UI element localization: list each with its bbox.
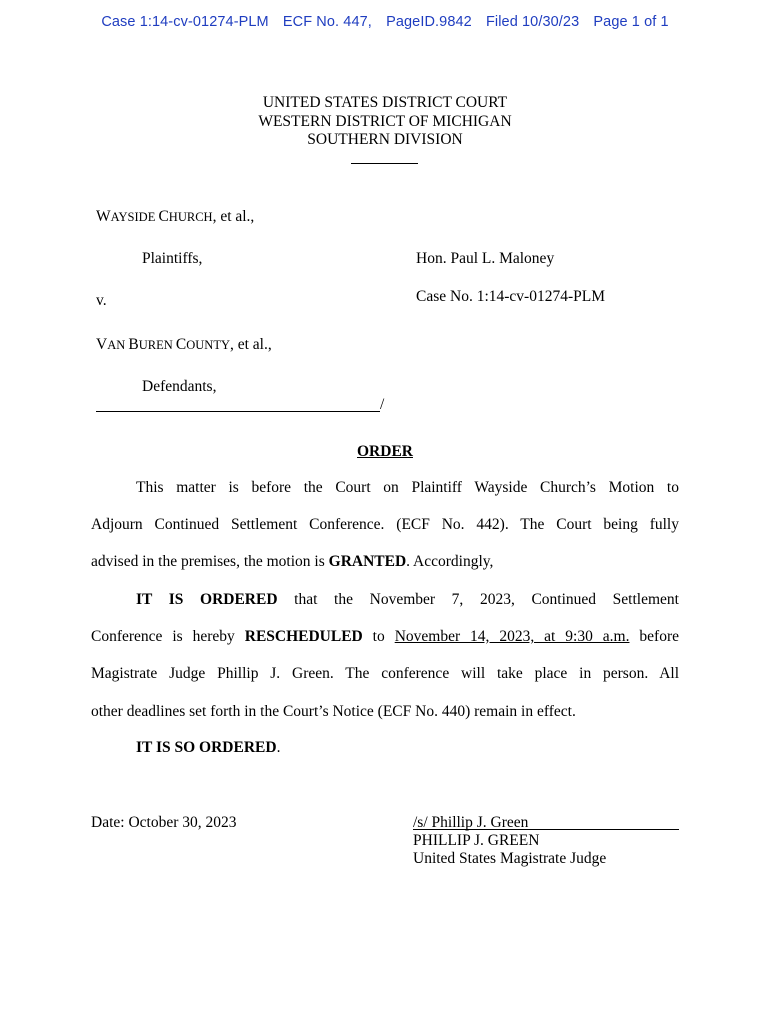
filing-header	[0, 14, 770, 30]
order-paragraph-1-line-2: Adjourn Continued Settlement Conference. (ECF No. 442). The Court being fully	[91, 516, 679, 533]
court-line-1: UNITED STATES DISTRICT COURT	[262, 94, 508, 111]
versus-label: v.	[96, 292, 107, 309]
so-ordered-line: IT IS SO ORDERED.	[136, 739, 281, 756]
plaintiff-name: WAYSIDE CHURCH, et al.,	[96, 208, 255, 225]
order-paragraph-2-line-2: Conference is hereby RESCHEDULED to November 14, 2023, at 9:30 a.m. before	[91, 628, 679, 645]
defendant-name: VAN BUREN COUNTY, et al.,	[96, 336, 272, 353]
rescheduled-text: RESCHEDULED	[244, 628, 363, 645]
caption-underline	[96, 411, 380, 412]
plaintiffs-label: Plaintiffs,	[142, 250, 203, 267]
court-heading-divider	[351, 163, 418, 164]
judge-printed-name: PHILLIP J. GREEN	[413, 832, 540, 849]
header-page-count: Page 1 of 1	[593, 14, 669, 30]
header-filed-date: Filed 10/30/23	[485, 14, 580, 30]
judge-name: Hon. Paul L. Maloney	[416, 250, 555, 267]
new-conference-date: November 14, 2023, at 9:30 a.m.	[394, 628, 630, 645]
it-is-ordered-text: IT IS ORDERED	[136, 591, 278, 608]
judge-title: United States Magistrate Judge	[413, 850, 607, 867]
order-paragraph-2-line-4: other deadlines set forth in the Court’s Notice (ECF No. 440) remain in effect.	[91, 703, 576, 720]
header-ecf-number: ECF No. 447,	[282, 14, 372, 30]
signature-line: /s/ Phillip J. Green	[413, 814, 529, 831]
order-paragraph-1-line-3: advised in the premises, the motion is GRANTED. Accordingly,	[91, 553, 494, 570]
court-line-3: SOUTHERN DIVISION	[307, 131, 463, 148]
order-paragraph-1-line-1: This matter is before the Court on Plaintiff Wayside Church’s Motion to	[136, 479, 679, 496]
court-heading	[0, 94, 770, 150]
signature-underline	[413, 829, 679, 830]
order-title: ORDER	[357, 443, 413, 460]
header-case-number: Case 1:14-cv-01274-PLM	[101, 14, 269, 30]
order-paragraph-2-line-3: Magistrate Judge Phillip J. Green. The conference will take place in person. All	[91, 665, 679, 682]
header-page-id: PageID.9842	[386, 14, 472, 30]
caption-slash: /	[380, 396, 385, 413]
order-paragraph-2-line-1: IT IS ORDERED that the November 7, 2023, Continued Settlement	[136, 591, 679, 608]
order-date: Date: October 30, 2023	[91, 814, 237, 831]
granted-text: GRANTED	[328, 553, 407, 570]
defendants-label: Defendants,	[142, 378, 217, 395]
case-number: Case No. 1:14-cv-01274-PLM	[416, 288, 605, 305]
court-line-2: WESTERN DISTRICT OF MICHIGAN	[258, 112, 512, 130]
